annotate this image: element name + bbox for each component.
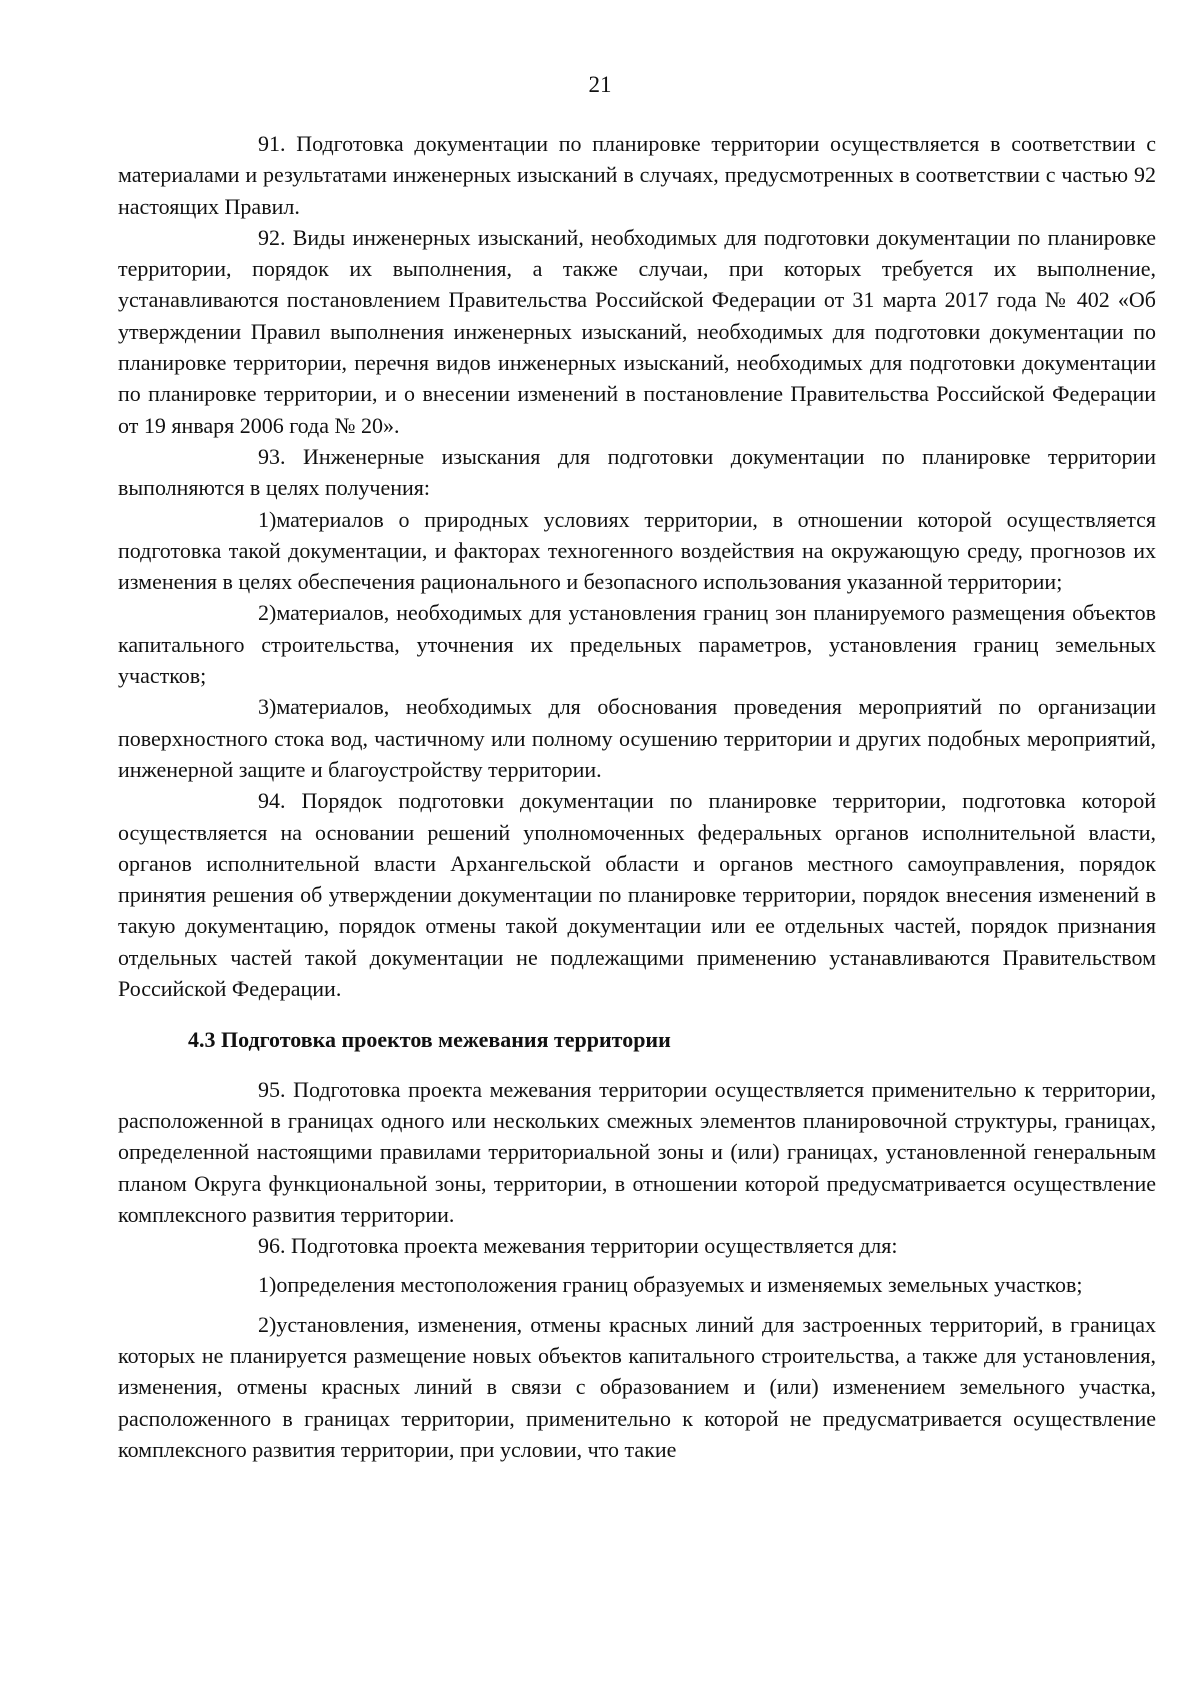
paragraph-93: [118, 441, 1156, 504]
list-item-number: 1): [258, 1272, 277, 1298]
list-item-93-1: [118, 504, 1156, 598]
list-item-number: 2): [258, 600, 277, 626]
paragraph-text: Виды инженерных изысканий, необходимых для подготовки документации по планировке территории, порядок их выполнения, а также случаи, при которых требуется их выполнение, устанавливаются постановлением Правительства Российской Федерации от 31 марта 2017 года № 402 «Об утверждении Правил выполнения инженерных изысканий, необходимых для подготовки документации по планировке территории, перечня видов инженерных изысканий, необходимых для подготовки документации по планировке территории, и о внесении изменений в постановление Правительства Российской Федерации от 19 января 2006 года № 20».: [118, 224, 1156, 438]
paragraph-96: [118, 1230, 1156, 1261]
list-item-number: 2): [258, 1311, 277, 1337]
paragraph-95: [118, 1074, 1156, 1230]
paragraph-number: 93.: [258, 443, 286, 469]
paragraph-92: [118, 222, 1156, 441]
paragraph-number: 96.: [258, 1233, 286, 1259]
list-item-text: материалов о природных условиях территории, в отношении которой осуществляется подготовка такой документации, и факторах техногенного воздействия на окружающую среду, прогнозов их изменения в целях обеспечения рационального и безопасного использования указанной территории;: [118, 506, 1156, 595]
paragraph-text: Порядок подготовки документации по планировке территории, подготовка которой осуществляется на основании решений уполномоченных федеральных органов исполнительной власти, органов исполнительной власти Архангельской области и органов местного самоуправления, порядок принятия решения об утверждении документации по планировке территории, порядок внесения изменений в такую документацию, порядок отмены такой документации или ее отдельных частей, порядок признания отдельных частей такой документации не подлежащими применению устанавливаются Правительством Российской Федерации.: [118, 788, 1157, 1002]
section-heading: 4.3 Подготовка проектов межевания территории: [188, 1027, 671, 1053]
paragraph-number: 92.: [258, 224, 286, 250]
paragraph-text: Подготовка документации по планировке территории осуществляется в соответствии с материалами и результатами инженерных изысканий в случаях, предусмотренных в соответствии с частью 92 настоящих Правил.: [118, 131, 1156, 219]
list-item-text: определения местоположения границ образуемых и изменяемых земельных участков;: [276, 1272, 1083, 1298]
list-item-93-2: [118, 597, 1156, 691]
list-item-93-3: [118, 691, 1156, 785]
list-item-number: 1): [258, 506, 277, 532]
paragraph-number: 95.: [258, 1076, 286, 1102]
list-item-96-1: [118, 1269, 1156, 1300]
paragraph-number: 91.: [258, 131, 286, 156]
document-body: [118, 128, 1156, 1465]
list-item-96-2: [118, 1309, 1156, 1465]
paragraph-text: Инженерные изыскания для подготовки документации по планировке территории выполняются в целях получения:: [118, 443, 1157, 501]
list-item-text: установления, изменения, отмены красных линий для застроенных территорий, в границах которых не планируется размещение новых объектов капитального строительства, а также для установления, изменения, отмены красных линий в связи с образованием и (или) изменением земельного участка, расположенного в границах территории, применительно к которой не предусматривается осуществление комплексного развития территории, при условии, что такие: [118, 1311, 1156, 1462]
paragraph-text: Подготовка проекта межевания территории осуществляется применительно к территории, расположенной в границах одного или нескольких смежных элементов планировочной структуры, границах, определенной настоящими правилами территориальной зоны и (или) границах, установленной генеральным планом Округа функциональной зоны, территории, в отношении которой предусматривается осуществление комплексного развития территории.: [118, 1076, 1156, 1227]
paragraph-text: Подготовка проекта межевания территории осуществляется для:: [291, 1233, 898, 1259]
list-item-text: материалов, необходимых для обоснования проведения мероприятий по организации поверхностного стока вод, частичному или полному осушению территории и других подобных мероприятий, инженерной защите и благоустройству территории.: [118, 694, 1156, 782]
list-item-text: материалов, необходимых для установления границ зон планируемого размещения объектов капитального строительства, уточнения их предельных параметров, установления границ земельных участков;: [118, 600, 1156, 689]
paragraph-number: 94.: [258, 788, 286, 814]
paragraph-91: [118, 128, 1156, 222]
list-item-number: 3): [258, 694, 277, 720]
paragraph-94: [118, 785, 1156, 1004]
page-number: 21: [588, 72, 612, 97]
